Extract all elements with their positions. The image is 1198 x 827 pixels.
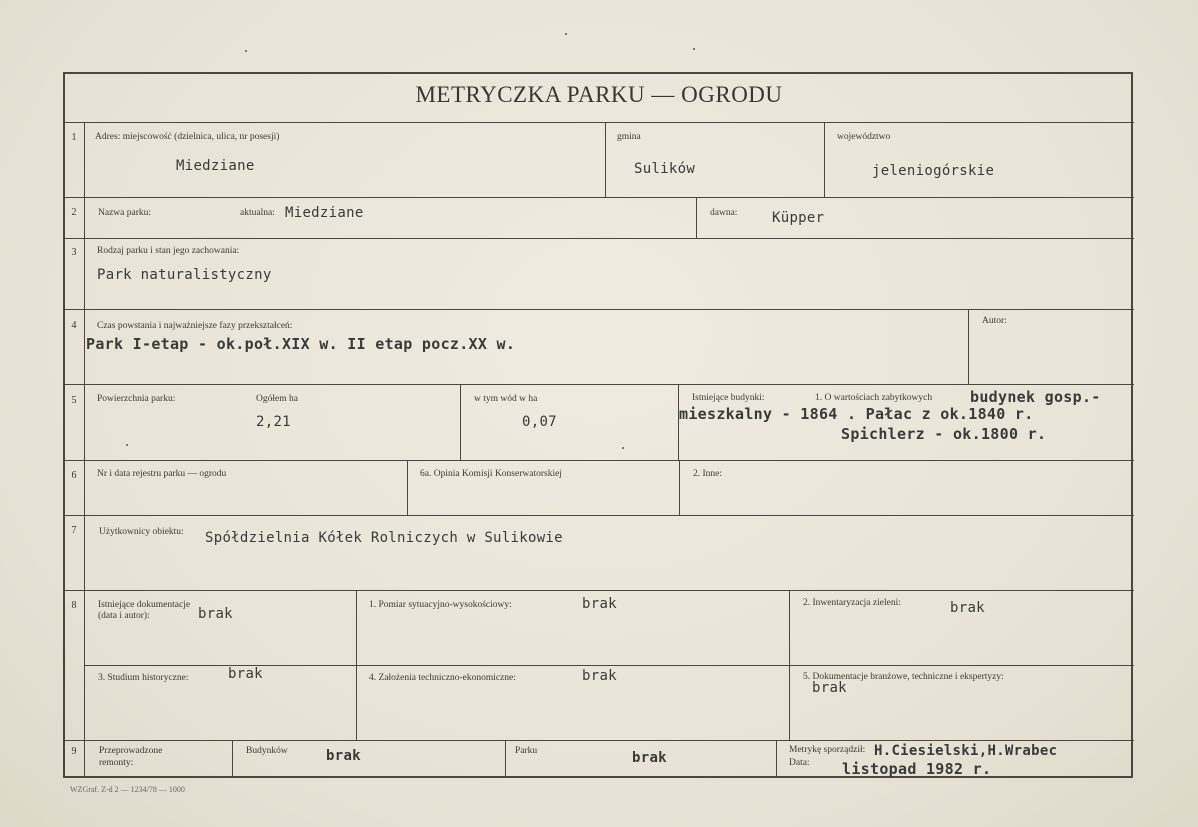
- gmina-value: Sulików: [634, 161, 696, 177]
- historical-study-value: brak: [228, 666, 263, 682]
- repairs-label-2: remonty:: [99, 758, 134, 768]
- buildings-value-line1: budynek gosp.-: [970, 388, 1101, 406]
- greenery-inventory-value: brak: [950, 600, 985, 616]
- form-title: METRYCZKA PARKU — OGRODU: [415, 82, 783, 107]
- row-number: 9: [71, 746, 77, 757]
- row-number: 8: [71, 600, 77, 611]
- scan-speck: [565, 33, 567, 35]
- survey-value: brak: [582, 596, 617, 612]
- author-label: Autor:: [982, 316, 1007, 326]
- history-phases-label: Czas powstania i najważniejsze fazy przekształceń:: [97, 321, 293, 331]
- made-by-value: H.Ciesielski,H.Wrabec: [874, 743, 1058, 759]
- total-area-label: Ogółem ha: [256, 394, 298, 404]
- cell-divider: [605, 122, 606, 197]
- survey-label: 1. Pomiar sytuacyjno-wysokościowy:: [369, 600, 512, 610]
- row-divider: [64, 590, 1134, 591]
- register-label: Nr i data rejestru parku — ogrodu: [97, 469, 227, 479]
- technical-assumptions-label: 4. Założenia techniczno-ekonomiczne:: [369, 673, 516, 683]
- buildings-repairs-label: Budynków: [246, 746, 288, 756]
- users-label: Użytkownicy obiektu:: [99, 527, 184, 537]
- scan-speck: [126, 444, 128, 446]
- row-number: 7: [71, 525, 77, 536]
- water-area-label: w tym wód w ha: [474, 394, 538, 404]
- buildings-repairs-value: brak: [326, 748, 361, 764]
- buildings-value-line2: mieszkalny - 1864 . Pałac z ok.1840 r.: [679, 405, 1034, 423]
- park-type-value: Park naturalistyczny: [97, 267, 272, 283]
- cell-divider: [356, 590, 357, 740]
- row-number: 4: [71, 320, 77, 331]
- total-area-value: 2,21: [256, 414, 291, 430]
- buildings-label: Istniejące budynki:: [692, 393, 765, 403]
- other-label: 2. Inne:: [693, 469, 723, 479]
- park-type-label: Rodzaj parku i stan jego zachowania:: [97, 246, 240, 256]
- made-by-label: Metrykę sporządził:: [789, 745, 866, 755]
- existing-docs-label: Istniejące dokumentacje: [98, 600, 191, 610]
- address-label: Adres: miejscowość (dzielnica, ulica, nr posesji): [95, 132, 280, 142]
- buildings-value-line3: Spichlerz - ok.1800 r.: [841, 425, 1047, 443]
- commission-opinion-label: 6a. Opinia Komisji Konserwatorskiej: [420, 469, 562, 479]
- print-footer: WZGraf. Z-d 2 — 1234/78 — 1000: [70, 785, 185, 794]
- row-divider: [64, 238, 1134, 239]
- current-name-label: aktualna:: [240, 208, 275, 218]
- park-repairs-label: Parku: [515, 746, 538, 756]
- date-value: listopad 1982 r.: [842, 760, 992, 778]
- row-number: 6: [71, 470, 77, 481]
- cell-divider: [824, 122, 825, 197]
- cell-divider: [968, 309, 969, 384]
- number-column-divider: [84, 122, 85, 778]
- area-label: Powierzchnia parku:: [97, 394, 176, 404]
- scan-speck: [622, 447, 624, 449]
- park-name-label: Nazwa parku:: [98, 208, 152, 218]
- row-number: 5: [71, 395, 77, 406]
- former-name-value: Küpper: [772, 210, 825, 226]
- current-name-value: Miedziane: [285, 205, 364, 221]
- park-repairs-value: brak: [632, 750, 667, 766]
- voivodeship-value: jeleniogórskie: [872, 163, 995, 179]
- row-divider: [64, 384, 1134, 385]
- voivodeship-label: województwo: [837, 132, 891, 142]
- branch-docs-label: 5. Dokumentacje branżowe, techniczne i ekspertyzy:: [803, 672, 1004, 682]
- row-divider: [64, 197, 1134, 198]
- cell-divider: [776, 740, 777, 778]
- repairs-label: Przeprowadzone: [99, 746, 163, 756]
- cell-divider: [679, 460, 680, 515]
- greenery-inventory-label: 2. Inwentaryzacja zieleni:: [803, 598, 901, 608]
- row-divider: [64, 740, 1134, 741]
- gmina-label: gmina: [617, 132, 641, 142]
- date-label: Data:: [789, 758, 810, 768]
- users-value: Spółdzielnia Kółek Rolniczych w Sulikowie: [205, 530, 563, 546]
- scan-speck: [693, 48, 695, 50]
- cell-divider: [407, 460, 408, 515]
- branch-docs-value: brak: [812, 680, 847, 696]
- cell-divider: [789, 590, 790, 740]
- cell-divider: [232, 740, 233, 778]
- cell-divider: [505, 740, 506, 778]
- former-name-label: dawna:: [710, 208, 738, 218]
- historical-study-label: 3. Studium historyczne:: [98, 673, 189, 683]
- monuments-label: 1. O wartościach zabytkowych: [815, 393, 933, 403]
- row-number: 2: [71, 207, 77, 218]
- existing-docs-value: brak: [198, 606, 233, 622]
- cell-divider: [696, 197, 697, 238]
- row-divider: [64, 122, 1134, 123]
- technical-assumptions-value: brak: [582, 668, 617, 684]
- history-phases-value: Park I-etap - ok.poł.XIX w. II etap pocz.XX w.: [86, 335, 516, 353]
- water-area-value: 0,07: [522, 414, 557, 430]
- row-number: 1: [71, 132, 77, 143]
- row-divider: [64, 309, 1134, 310]
- cell-divider: [460, 384, 461, 460]
- row-number: 3: [71, 247, 77, 258]
- existing-docs-label-2: (data i autor):: [98, 611, 150, 621]
- row-divider: [64, 515, 1134, 516]
- scan-speck: [245, 50, 247, 52]
- row-divider: [64, 460, 1134, 461]
- address-value: Miedziane: [176, 158, 255, 174]
